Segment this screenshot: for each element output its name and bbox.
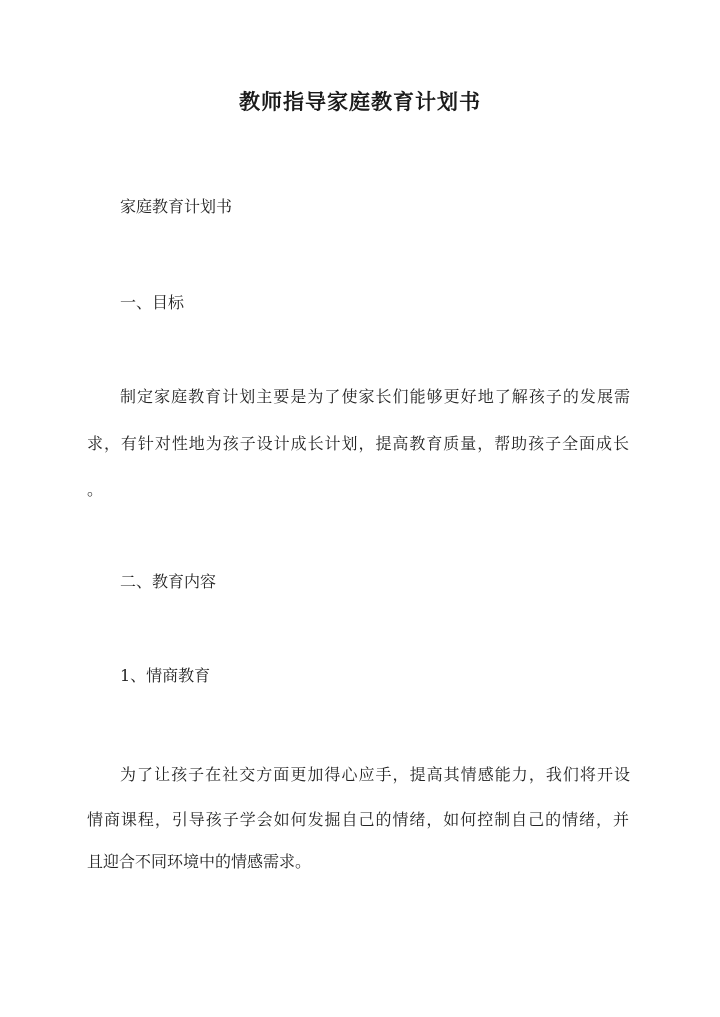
section-1-title: 一、目标 bbox=[120, 293, 185, 312]
section-1-para-line-2: 求，有针对性地为孩子设计成长计划，提高教育质量，帮助孩子全面成长 bbox=[87, 434, 629, 453]
subsection-1-para-line-3: 且迎合不同环境中的情感需求。 bbox=[87, 852, 312, 871]
document-title: 教师指导家庭教育计划书 bbox=[239, 89, 481, 114]
section-1-para-line-3: 。 bbox=[87, 480, 104, 499]
subsection-1-title: 1、情商教育 bbox=[120, 666, 211, 685]
document-heading: 家庭教育计划书 bbox=[120, 197, 233, 216]
subsection-1-para-line-2: 情商课程，引导孩子学会如何发掘自己的情绪，如何控制自己的情绪，并 bbox=[87, 810, 629, 829]
section-1-para-line-1: 制定家庭教育计划主要是为了使家长们能够更好地了解孩子的发展需 bbox=[120, 387, 630, 406]
section-2-title: 二、教育内容 bbox=[120, 572, 217, 591]
subsection-1-para-line-1: 为了让孩子在社交方面更加得心应手，提高其情感能力，我们将开设 bbox=[120, 765, 630, 784]
